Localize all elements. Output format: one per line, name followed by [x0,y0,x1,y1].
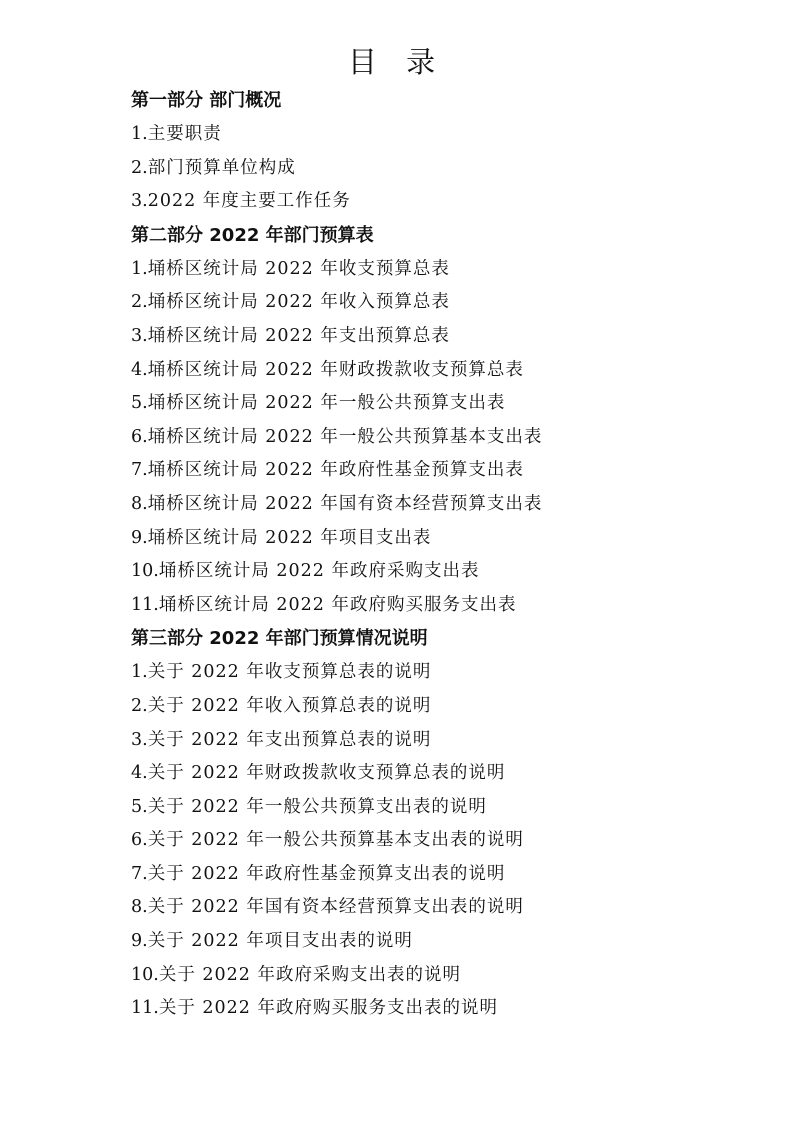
toc-entry [131,488,771,522]
entry-text: 埇桥区统计局 2022 年收入预算总表 [147,292,450,313]
entry-number: 11. [131,594,159,615]
page-title: 目 录 [347,45,446,79]
toc-entry-list [131,656,771,1026]
entry-number: 6. [131,426,148,447]
entry-number: 2. [131,157,148,178]
entry-number: 10. [131,561,159,582]
toc-entry [131,891,771,925]
entry-number: 4. [131,359,148,380]
entry-number: 7. [131,863,148,884]
entry-number: 10. [131,964,159,985]
toc-entry [131,690,771,724]
entry-number: 5. [131,796,148,817]
entry-text: 关于 2022 年收支预算总表的说明 [147,662,432,683]
entry-number: 9. [131,527,148,548]
toc-entry [131,555,771,589]
entry-text: 埇桥区统计局 2022 年收支预算总表 [147,258,450,279]
entry-number: 8. [131,897,148,918]
entry-number: 3. [131,325,148,346]
entry-text: 关于 2022 年收入预算总表的说明 [147,695,432,716]
section-heading: 第一部分 部门概况 [131,90,282,111]
entry-text: 埇桥区统计局 2022 年项目支出表 [147,527,432,548]
toc-entry [131,421,771,455]
entry-text: 2022 年度主要工作任务 [147,191,351,212]
toc-entry [131,522,771,556]
entry-text: 关于 2022 年支出预算总表的说明 [147,729,432,750]
toc-entry [131,118,771,152]
entry-text: 部门预算单位构成 [147,157,296,178]
entry-number: 2. [131,292,148,313]
entry-text: 埇桥区统计局 2022 年国有资本经营预算支出表 [147,493,543,514]
entry-number: 3. [131,729,148,750]
toc-entry [131,757,771,791]
entry-number: 9. [131,931,148,952]
toc-entry-list [131,118,771,219]
toc-entry-list [131,253,771,623]
toc-entry [131,454,771,488]
entry-text: 埇桥区统计局 2022 年支出预算总表 [147,325,450,346]
entry-text: 主要职责 [147,124,222,144]
entry-text: 埇桥区统计局 2022 年政府性基金预算支出表 [147,460,524,481]
toc-entry [131,791,771,825]
entry-number: 6. [131,830,148,851]
entry-text: 埇桥区统计局 2022 年一般公共预算支出表 [147,393,506,414]
section-heading: 第二部分 2022 年部门预算表 [131,224,374,246]
entry-number: 11. [131,998,159,1019]
entry-number: 5. [131,393,148,414]
entry-text: 关于 2022 年财政拨款收支预算总表的说明 [147,763,506,784]
toc-entry [131,286,771,320]
toc-section-part-2 [131,219,771,623]
toc-section-part-3 [131,622,771,1026]
entry-text: 关于 2022 年国有资本经营预算支出表的说明 [147,897,524,918]
toc-entry [131,858,771,892]
entry-text: 关于 2022 年一般公共预算基本支出表的说明 [147,830,524,851]
toc-entry [131,253,771,287]
toc-entry [131,387,771,421]
table-of-contents [131,84,771,1026]
toc-entry [131,925,771,959]
entry-number: 1. [131,662,148,683]
entry-text: 埇桥区统计局 2022 年政府采购支出表 [158,561,480,582]
entry-number: 4. [131,763,148,784]
entry-text: 关于 2022 年项目支出表的说明 [147,931,413,952]
toc-entry [131,959,771,993]
entry-text: 埇桥区统计局 2022 年政府购买服务支出表 [158,594,517,615]
entry-text: 埇桥区统计局 2022 年一般公共预算基本支出表 [147,426,543,447]
toc-entry [131,185,771,219]
toc-entry [131,824,771,858]
toc-entry [131,354,771,388]
entry-number: 2. [131,695,148,716]
toc-entry [131,992,771,1026]
entry-number: 3. [131,191,148,212]
entry-number: 7. [131,460,148,481]
section-heading: 第三部分 2022 年部门预算情况说明 [131,628,428,650]
toc-section-part-1 [131,84,771,219]
entry-text: 关于 2022 年政府采购支出表的说明 [158,964,462,985]
toc-entry [131,320,771,354]
entry-text: 关于 2022 年政府性基金预算支出表的说明 [147,863,506,884]
toc-entry [131,589,771,623]
toc-entry [131,724,771,758]
entry-text: 关于 2022 年一般公共预算支出表的说明 [147,796,487,817]
entry-text: 埇桥区统计局 2022 年财政拨款收支预算总表 [147,359,524,380]
entry-number: 8. [131,493,148,514]
toc-entry [131,152,771,186]
entry-number: 1. [131,258,148,279]
entry-text: 关于 2022 年政府购买服务支出表的说明 [158,998,499,1019]
entry-number: 1. [131,124,148,144]
toc-entry [131,656,771,690]
